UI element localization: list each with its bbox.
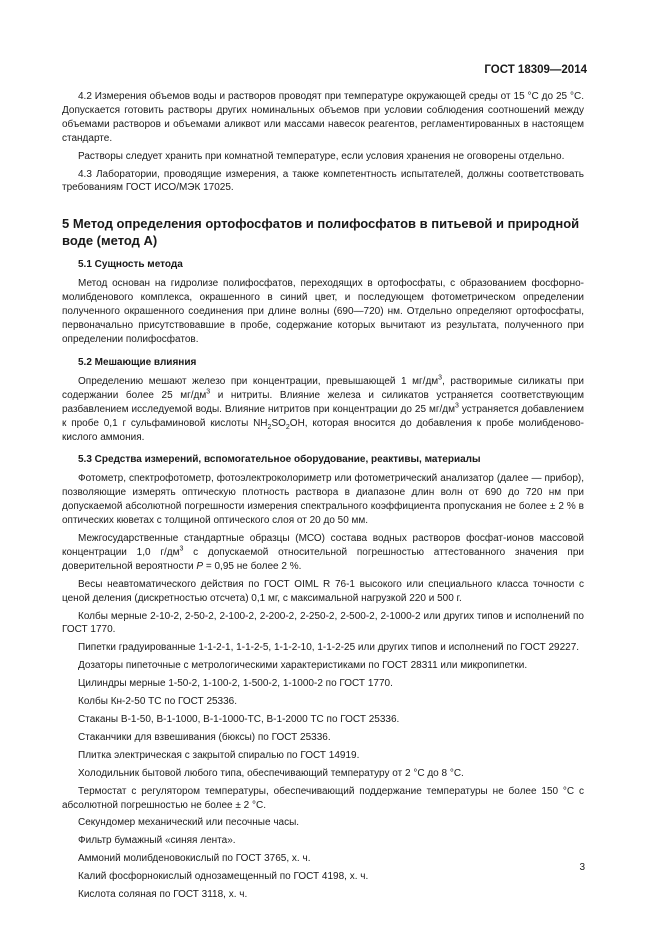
- paragraph-5-1: Метод основан на гидролизе полифосфатов, переходящих в ортофосфаты, с образованием фосфорно-молибденового комплекса, окрашенного в синий цвет, и последующем фотометрическом определении полученного окрашенного соединения при длине волны (690—720) нм. Отдельно определяют ортофосфаты, первоначально присутствовавшие в пробе, содержание которых вычитают из результата, полученного при определении полифосфатов.: [62, 278, 584, 345]
- text-segment: устраняется добавлением к пробе 0,1 г сульфаминовой кислоты NH: [62, 403, 584, 429]
- paragraph-potassium: Калий фосфорнокислый однозамещенный по ГОСТ 4198, х. ч.: [78, 871, 369, 883]
- paragraph-flasks: Колбы мерные 2-10-2, 2-50-2, 2-100-2, 2-200-2, 2-250-2, 2-500-2, 2-1000-2 или других типов и исполнений по ГОСТ 1770.: [62, 610, 584, 636]
- text-segment: OH, которая вносится до добавления к пробе молибденово-кислого аммония.: [62, 417, 585, 443]
- paragraph-4-3: 4.3 Лаборатории, проводящие измерения, а также компетентность испытателей, должны соответствовать требованиям ГОСТ ИСО/МЭК 17025.: [62, 168, 584, 194]
- text-segment: с допускаемой относительной погрешностью аттестованного значения при доверительной вероятности: [62, 546, 584, 572]
- paragraph-5-2: [62, 375, 584, 445]
- paragraph-acid: Кислота соляная по ГОСТ 3118, х. ч.: [78, 889, 248, 901]
- superscript: 3: [455, 402, 459, 410]
- subsection-5-3-title: 5.3 Средства измерений, вспомогательное оборудование, реактивы, материалы: [78, 454, 481, 466]
- text-segment: Определению мешают железо при концентрации, превышающей 1 мг/дм: [78, 375, 439, 387]
- paragraph-fridge: Холодильник бытовой любого типа, обеспечивающий температуру от 2 °С до 8 °С.: [78, 767, 464, 779]
- paragraph-mso: [62, 532, 584, 574]
- paragraph-dispensers: Дозаторы пипеточные с метрологическими характеристиками по ГОСТ 28311 или микропипетки.: [78, 660, 528, 672]
- standard-header: ГОСТ 18309—2014: [484, 64, 587, 76]
- page-number: 3: [579, 862, 585, 873]
- superscript: 3: [206, 388, 211, 396]
- paragraph-ammonium: Аммоний молибденовокислый по ГОСТ 3765, х. ч.: [78, 853, 311, 865]
- subscript: 2: [285, 423, 290, 431]
- paragraph-stopwatch: Секундомер механический или песочные часы.: [78, 817, 300, 829]
- paragraph-thermostat: Термостат с регулятором температуры, обеспечивающий поддержание температуры не более 150 °С с абсолютной погрешностью не более ± 2 °С.: [62, 785, 584, 811]
- subsection-5-1-title: 5.1 Сущность метода: [78, 259, 183, 271]
- paragraph-weighing: Стаканчики для взвешивания (бюксы) по ГОСТ 25336.: [78, 731, 331, 743]
- paragraph-photometer: Фотометр, спектрофотометр, фотоэлектроколориметр или фотометрический анализатор (далее — прибор), позволяющие измерять оптическую плотность раствора в диапазоне длин волн от 690 до 720 нм при допускаемой абсолютной погрешности измерения спектрального коэффициента пропускания не более ± 2 % в оптических кюветах с толщиной оптического слоя от 20 до 50 мм.: [62, 473, 584, 527]
- page-content: [62, 90, 584, 906]
- section-5-title: 5 Метод определения ортофосфатов и полифосфатов в питьевой и природной воде (метод А): [62, 216, 580, 249]
- paragraph-scales: Весы неавтоматического действия по ГОСТ OIML R 76-1 высокого или специального класса точности с ценой деления (дискретностью отсчета) 0,1 мг, с максимальной нагрузкой 220 и 500 г.: [62, 578, 584, 604]
- text-segment: = 0,95 не более 2 %.: [203, 560, 302, 572]
- paragraph-stove: Плитка электрическая с закрытой спиралью по ГОСТ 14919.: [78, 749, 360, 761]
- paragraph-storage: Растворы следует хранить при комнатной температуре, если условия хранения не оговорены отдельно.: [78, 150, 565, 162]
- text-segment: , растворимые силикаты при содержании более 25 мг/дм: [62, 375, 585, 401]
- variable-p: P: [196, 560, 204, 572]
- paragraph-filter: Фильтр бумажный «синяя лента».: [78, 835, 236, 847]
- superscript: 3: [438, 374, 443, 382]
- text-segment: Межгосударственные стандартные образцы (МСО) состава водных растворов фосфат-ионов массовой концентрации 1,0 г/дм: [62, 533, 584, 558]
- text-segment: SO: [271, 417, 286, 429]
- subscript: 2: [267, 423, 272, 431]
- paragraph-beakers: Стаканы В-1-50, В-1-1000, В-1-1000-ТС, В-1-2000 ТС по ГОСТ 25336.: [78, 714, 400, 725]
- paragraph-flask-kn: Колбы Кн-2-50 ТС по ГОСТ 25336.: [78, 696, 238, 708]
- paragraph-4-2: 4.2 Измерения объемов воды и растворов проводят при температуре окружающей среды от 15 °С до 25 °С. Допускается готовить растворы других номинальных объемов при условии соблюдения соотношений между объемами растворов и объемами аликвот или массами навесок реагентов, регламентированных в настоящем стандарте.: [62, 91, 584, 144]
- subsection-5-2-title: 5.2 Мешающие влияния: [78, 356, 197, 368]
- superscript: 3: [179, 545, 184, 553]
- paragraph-pipettes: Пипетки градуированные 1-1-2-1, 1-1-2-5, 1-1-2-10, 1-1-2-25 или других типов и исполнений по ГОСТ 29227.: [78, 642, 580, 654]
- text-segment: и нитриты. Влияние железа и силикатов устраняется соответствующим разбавлением исследуемой воды. Влияние нитритов при концентрации до 25 мг/дм: [62, 389, 584, 415]
- paragraph-cylinders: Цилиндры мерные 1-50-2, 1-100-2, 1-500-2, 1-1000-2 по ГОСТ 1770.: [78, 678, 393, 690]
